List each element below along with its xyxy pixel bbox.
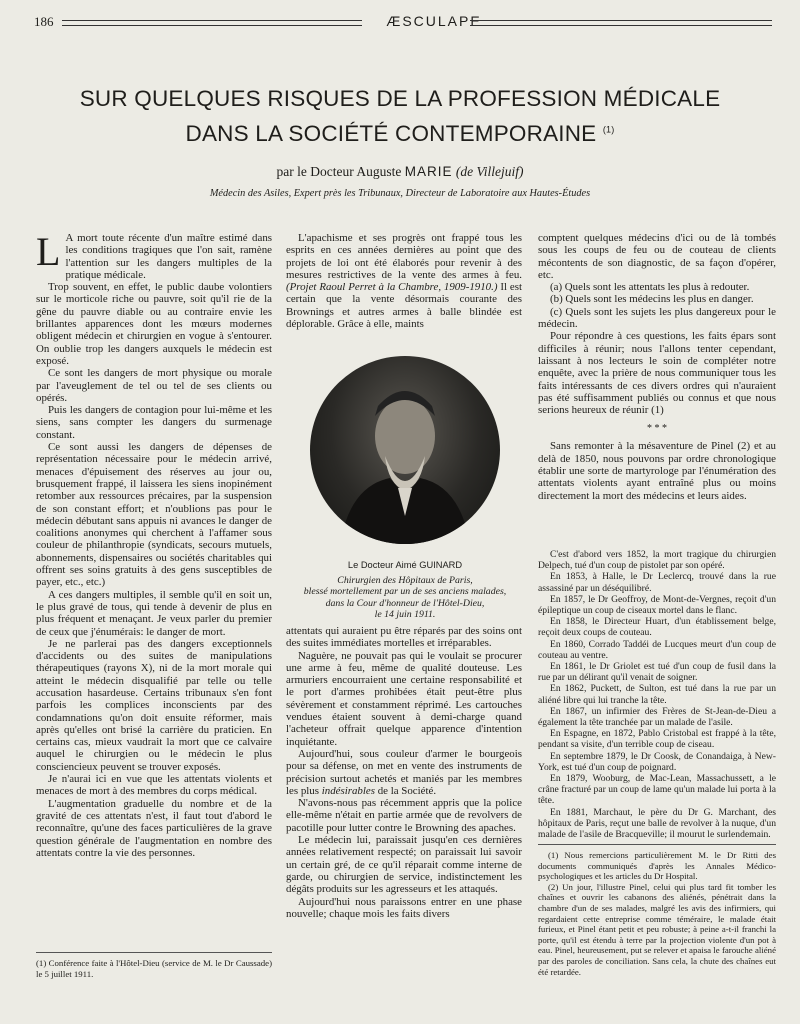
header-rule-right: [470, 20, 772, 26]
section-stars: * * *: [647, 423, 667, 435]
footnote-col3: [538, 850, 776, 977]
question-a: (a) Quels sont les attentats les plus à redouter.: [550, 281, 750, 294]
author-affiliation: Médecin des Asiles, Expert près les Tribunaux, Directeur de Laboratoire aux Hautes-Études: [209, 188, 591, 199]
paragraph: N'avons-nous pas récemment appris que la police elle-même n'était en partie armée que de revolvers de pacotille pour lutter contre le Browning des apaches.: [286, 797, 522, 834]
paragraph: Le médecin lui, paraissait jusqu'en ces dernières années relativement respecté; on paraissait lui savoir un certain gré, de ce qu'il réparait comme interne de garde, ou chirurgien de service, indistinctement les dégâts produits sur les agresseurs et les attaqués.: [286, 834, 522, 896]
question-c: (c) Quels sont les sujets les plus dangereux pour le médecin.: [538, 305, 776, 331]
caption-name: Le Docteur Aimé GUINARD: [347, 560, 463, 570]
caption-line: le 14 juin 1911.: [374, 608, 436, 620]
author-name: MARIE: [404, 164, 453, 179]
drop-cap: L: [36, 229, 61, 274]
list-item: En septembre 1879, le Dr Coosk, de Conandaiga, à New-York, est tué d'un coup de poignard.: [538, 750, 776, 773]
running-header: [34, 14, 772, 32]
author-place: (de Villejuif): [455, 164, 524, 179]
caption-line: Chirurgien des Hôpitaux de Paris,: [337, 575, 473, 587]
paragraph: A ces dangers multiples, il semble qu'il en soit un, le plus gravé de tous, qui tende à devenir de plus en plus fréquent et menaçant. Je veux parler du premier de ceux que j'énumérais: le danger de mort.: [36, 588, 272, 638]
law-reference: (Projet Raoul Perret à la Chambre, 1909-1910.): [286, 281, 498, 294]
paragraph: Aujourd'hui nous paraissons entrer en une phase nouvelle; chaque mois les faits divers: [286, 895, 522, 920]
column-1: [36, 229, 272, 859]
list-item: En 1881, Marchaut, le père du Dr G. Marchant, des hôpitaux de Paris, reçut une balle de revolver à la nuque, d'un malade de l'asile de Bracqueville; il mourut le surlendemain.: [538, 806, 776, 841]
list-item: En 1858, le Directeur Huart, d'un établissement belge, reçoit deux coups de couteau.: [538, 616, 776, 639]
footnote-item: (2) Un jour, l'illustre Pinel, celui qui plus tard fit tomber les chaînes et ouvrir les cabanons des aliénés, pénétrait dans la chambre d'un de ses malades, malgré les avis des infirmiers, qui regardaient cette entreprise comme téméraire, le malade était furieux, et Pinel étant petit et peu robuste; à peine a-t-il franchi la porte, qu'il est étendu à terre par la projection violente d'un pot à eau. Pinel, heureusement, put se relever et apaisa le farouche aliéné par des paroles de conciliation. Sans cela, la chute des chaînes eut été retardée.: [538, 881, 776, 977]
footnote-rule: [538, 844, 776, 845]
list-item: En 1853, à Halle, le Dr Leclercq, trouvé dans la rue assassiné par un déséquilibré.: [538, 571, 776, 594]
footnote-rule: [36, 952, 272, 953]
paragraph: Sans remonter à la mésaventure de Pinel (2) et au delà de 1850, nous pouvons par ordre chronologique établir une sorte de martyrologe par l'énumération des attentats violents ayant entraîné plus ou moins directement la mort des médecins et leurs aides.: [538, 440, 776, 502]
paragraph: comptent quelques médecins d'ici ou de là tombés sous les coups de feu ou de couteau de clients mécontents de son diagnostic, de sa façon d'opérer, etc.: [538, 232, 776, 281]
list-item: En 1861, le Dr Griolet est tué d'un coup de fusil dans la rue par un délirant qu'il venait de soigner.: [538, 661, 776, 684]
paragraph: Puis les dangers de contagion pour lui-même et les siens, sans compter les dangers du surmenage constant.: [36, 404, 272, 441]
caption-line: dans la Cour d'honneur de l'Hôtel-Dieu,: [325, 597, 485, 609]
journal-title: ÆSCULAPE: [386, 13, 482, 29]
paragraph: Trop souvent, en effet, le public daube volontiers sur le morticole riche ou pauvre, soit qu'il rie de la gêne du pauvre diable ou au contraire envie les brillantes apparences dont les mœurs modernes obligent médecin et chirurgien en vogue à s'entourer. On oublie trop les dangers auxquels le médecin est exposé.: [36, 281, 272, 367]
article-title-line1: SUR QUELQUES RISQUES DE LA PROFESSION MÉDICALE: [79, 86, 721, 111]
page-number: 186: [34, 14, 54, 29]
caption-line: blessé mortellement par un de ses anciens malades,: [303, 586, 507, 598]
portrait-caption: [290, 560, 520, 620]
list-item: En 1867, un infirmier des Frères de St-Jean-de-Dieu a également la tête tranchée par un malade de l'asile.: [538, 705, 776, 729]
footnote-1: (1) Conférence faite à l'Hôtel-Dieu (service de M. le Dr Caussade) le 5 juillet 1911.: [36, 958, 272, 979]
column-3: [538, 232, 776, 502]
header-rule-left: [62, 20, 362, 26]
title-text: DANS LA SOCIÉTÉ CONTEMPORAINE: [185, 121, 597, 146]
column-2-bottom: [286, 625, 522, 920]
list-item: En 1862, Puckett, de Sulton, est tué dans la rue par un aliéné libre qui lui tranche la tête.: [538, 683, 776, 706]
paragraph: L'augmentation graduelle du nombre et de la gravité de ces attentats n'est, il faut tout d'abord le reconnaître, qu'une des faces particulières de la grave question générale de l'augmentation en nombre des attentats contre la vie des personnes.: [36, 797, 272, 859]
column-2-top: [286, 232, 522, 330]
paragraph: L'apachisme et ses progrès ont frappé tous les esprits en ces années dernières au point que des projets de loi ont été élaborés pour revenir à des mesures restrictives de la vente des armes à feu. (Projet Raoul Perret à la Chambre, 1909-1910.) Il est certain que la vente désormais courante des Brownings et autres armes à balle blindée est déplorable. Grâce à elle, maints: [286, 232, 522, 331]
paragraph: L A mort toute récente d'un maître estimé dans les conditions tragiques que l'on sait, ramène l'attention sur les dangers multiples de la pratique médicale.: [36, 229, 272, 281]
paragraph: Ce sont aussi les dangers de dépenses de représentation nécessaire pour le médecin arrivé, menaces d'épuisement des réserves au jour ou, brusquement frappé, il laissera les siens inopinément retomber aux ressources précaires, par la suspension de son constant effort; et n'oublions pas pour le médecin débutant sans appuis ni avances le danger de coalitions anonymes qui cherchent à l'affamer sous couleur de philanthropie (syndicats, secours mutuels, abonnements, dispensaires ou sociétés charitables qui offrent ses soins gratuits à des gens susceptibles de payer, etc., etc.): [36, 441, 272, 589]
title-note-mark: (1): [602, 124, 615, 135]
list-item: C'est d'abord vers 1852, la mort tragique du chirurgien Delpech, tué d'un coup de pistolet par son opéré.: [538, 549, 776, 572]
question-b: (b) Quels sont les médecins les plus en danger.: [550, 293, 754, 306]
paragraph: attentats qui auraient pu être réparés par des soins ont des suites immédiates mortelles et irréparables.: [286, 625, 522, 650]
paragraph: Je ne parlerai pas des dangers exceptionnels d'accidents ou des suites de manipulations thérapeutiques (rayons X), ni de la mort morale qui atteint le médecin disqualifié par telle ou telle accusation hasardeuse. Certains tribunaux s'en font parfois les complices inconscients par des condamnations qu'on doit ensuite réformer, mais après qu'elles ont brisé la carrière du praticien. En certains cas, mieux vaudrait la mort que ce calvaire auquel le chirurgien ou le médecin le plus consciencieux peuvent se trouver exposés.: [36, 637, 272, 773]
list-item: En Espagne, en 1872, Pablo Cristobal est frappé à la tête, pendant sa visite, d'un terrible coup de ciseau.: [538, 728, 776, 751]
paragraph: Ce sont les dangers de mort physique ou morale par l'aveuglement de tel ou tel de ses clients ou opérés.: [36, 367, 272, 404]
footnote-item: (1) Nous remercions particulièrement M. le Dr Ritti des documents communiqués d'après les Annales Médico-psychologiques et les articles du Dr Hospital.: [538, 850, 776, 882]
article-title-line2: [60, 121, 740, 147]
byline-prefix: par le Docteur Auguste: [276, 164, 402, 179]
paragraph: Aujourd'hui, sous couleur d'armer le bourgeois pour sa défense, on met en vente des instruments de précision surtout achetés et maniés par les membres les plus indésirables de la Société.: [286, 747, 522, 797]
paragraph: Naguère, ne pouvait pas qui le voulait se procurer une arme à feu, même de qualité douteuse. Les armuriers encourraient une certaine responsabilité et le port d'armes prohibées était peut-être plus sévèrement et constamment réprimé. Les cartouches vendues étaient souvent à demi-charge quand l'acheteur offrait quelque apparence d'intention inquiétante.: [286, 649, 522, 748]
chronology-list: [538, 549, 776, 840]
byline: [60, 164, 740, 180]
paragraph: Je n'aurai ici en vue que les attentats violents et menaces de mort à des membres du corps médical.: [36, 773, 272, 798]
list-item: En 1857, le Dr Geoffroy, de Mont-de-Vergnes, reçoit d'un épileptique un coup de ciseaux mortel dans le flanc.: [538, 593, 776, 617]
list-item: En 1860, Corrado Taddéi de Lucques meurt d'un coup de couteau au ventre.: [538, 638, 776, 661]
portrait-photo: [310, 356, 500, 544]
paragraph: Pour répondre à ces questions, les faits épars sont difficiles à réunir; nous l'allons tenter cependant, laissant à nos lecteurs le soin de compléter notre enquête, avec la prière de nous communiquer tous les faits intéressants de ces divers ordres qui n'auraient pas été suffisamment publiés ou connus et que nous serions heureux de réunir (1): [538, 330, 776, 417]
list-item: En 1879, Wooburg, de Mac-Lean, Massachussett, a le crâne fracturé par un coup de lame qu'un malade lui porta à la tête.: [538, 773, 776, 807]
portrait-illustration: [310, 356, 500, 544]
